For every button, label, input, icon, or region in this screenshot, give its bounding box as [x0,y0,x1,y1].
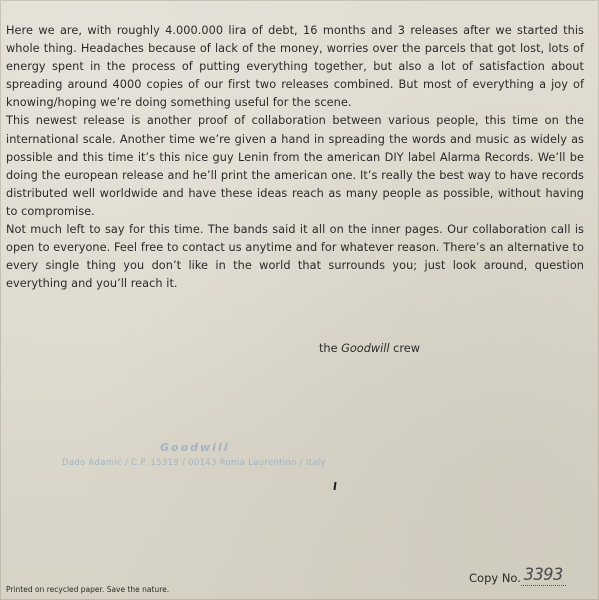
signature-name: Goodwill [341,342,390,355]
signature-suffix: crew [389,342,420,355]
letter-body [6,22,584,293]
recycled-paper-note: Printed on recycled paper. Save the nature. [6,585,170,594]
copy-number-field [469,567,566,587]
signature [319,342,420,356]
letter-paragraph-3: Not much left to say for this time. The bands said it all on the inner pages. Our collaboration call is open to everyone. Feel free to contact us anytime and for whatever reason. There’s an alternative to every single thing you don’t like in the world that surrounds you; just look around, question everything and you’ll reach it. [6,223,584,291]
copy-number-handwritten: 3393 [521,565,566,586]
stamp-label-name: Goodwill [160,441,230,454]
letter-paragraph-1: Here we are, with roughly 4.000.000 lira of debt, 16 months and 3 releases after we started this whole thing. Headaches because of lack of the money, worries over the parcels that got lost, lots of energy spent in the process of putting everything together, but also a lot of satisfaction about spreading around 4000 copies of our first two releases combined. But most of everything a joy of knowing/hoping we’re doing something useful for the scene. [6,24,584,110]
stamp-address: Dado Adamic / C.P. 15319 / 00143 Roma Laurentino / Italy [62,458,326,468]
copy-label: Copy No. [469,571,521,585]
letter-paragraph-2: This newest release is another proof of collaboration between various people, this time on the international scale. Another time we’re given a hand in spreading the words and music as widely as possible and this time it’s this nice guy Lenin from the american DIY label Alarma Records. We’ll be doing the european release and he’ll print the american one. It’s really the best way to have records distributed well worldwide and have these ideas reach as many people as possible, without having to compromise. [6,114,584,218]
signature-prefix: the [319,342,342,355]
pen-mark [333,482,336,490]
